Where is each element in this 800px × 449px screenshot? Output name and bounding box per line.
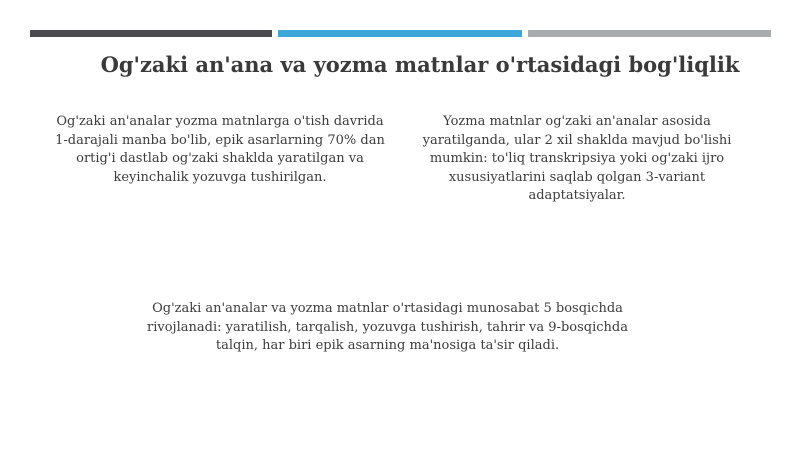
bottom-paragraph: Og'zaki an'analar va yozma matnlar o'rtasidagi munosabat 5 bosqichda rivojlanadi: yaratilish, tarqalish, yozuvga tushirish, tahrir va 9-bosqichda talqin, har biri epik asarning ma'nosiga ta'sir qiladi. <box>147 301 628 353</box>
slide-title: Og'zaki an'ana va yozma matnlar o'rtasidagi bog'liqlik <box>100 52 740 77</box>
left-paragraph: Og'zaki an'analar yozma matnlarga o'tish davrida 1-darajali manba bo'lib, epik asarlarning 70% dan ortig'i dastlab og'zaki shaklda yaratilgan va keyinchalik yozuvga tushirilgan. <box>55 114 385 185</box>
header-bar-gray <box>528 30 771 37</box>
right-paragraph: Yozma matnlar og'zaki an'analar asosida yaratilganda, ular 2 xil shaklda mavjud bo'lishi mumkin: to'liq transkripsiya yoki og'zaki ijro xususiyatlarini saqlab qolgan 3-variant adaptatsiyalar. <box>422 114 732 203</box>
header-bar-dark <box>30 30 272 37</box>
header-bar-blue <box>278 30 522 37</box>
